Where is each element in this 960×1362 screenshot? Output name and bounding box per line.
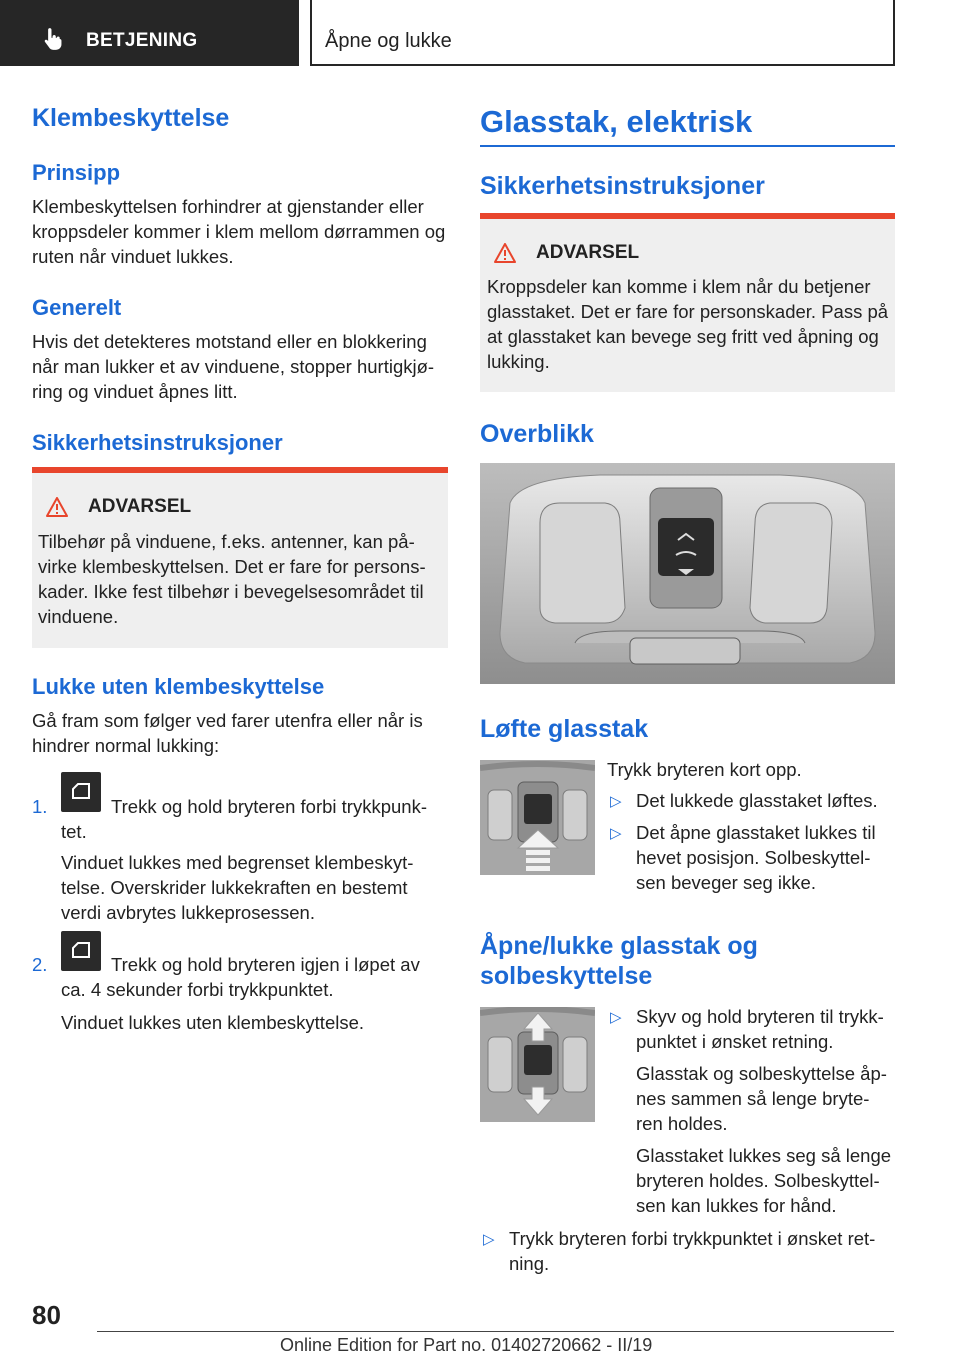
step-2-number: 2.	[32, 954, 48, 975]
section-title-right: Glasstak, elektrisk	[480, 104, 753, 139]
warning-label-left: ADVARSEL	[88, 496, 192, 517]
close-heading: Lukke uten klembeskyttelse	[32, 674, 325, 699]
general-heading: Generelt	[32, 295, 122, 320]
openclose-heading-line1: Åpne/lukke glasstak og	[480, 932, 758, 960]
principle-heading: Prinsipp	[32, 160, 121, 185]
warning-header-right	[494, 242, 639, 264]
edition-text: Online Edition for Part no. 01402720662 - II/19	[280, 1335, 653, 1355]
openclose-note-1: Glasstak og solbeskyttelse åp-nes sammen så lenge bryte-ren holdes.	[636, 1063, 887, 1134]
warning-triangle-icon	[46, 497, 68, 517]
warning-triangle-icon	[494, 243, 516, 263]
openclose-heading-line2: solbeskyttelse	[480, 962, 653, 990]
overview-photo	[480, 463, 895, 684]
step-1-number: 1.	[32, 796, 48, 817]
page-title: Klembeskyttelse	[32, 104, 230, 132]
step-2-note: Vinduet lukkes uten klembeskyttelse.	[61, 1012, 365, 1033]
section-tab	[0, 0, 299, 66]
general-text: Hvis det detekteres motstand eller en blokkering når man lukker et av vinduene, stopper hurtigkjø-ring og vinduet åpnes litt.	[32, 331, 435, 402]
warning-header-left	[46, 496, 191, 518]
section-label: BETJENING	[86, 30, 198, 51]
close-intro: Gå fram som følger ved farer utenfra eller når is hindrer normal lukking:	[32, 710, 423, 756]
lift-heading: Løfte glasstak	[480, 715, 649, 743]
step-1-note: Vinduet lukkes med begrenset klembeskyt-telse. Overskrider lukkekraften en bestemt verdi avbrytes lukkeprosessen.	[61, 852, 414, 923]
chapter-title: Åpne og lukke	[325, 30, 452, 52]
bullet-icon: ▷	[610, 793, 622, 810]
lift-intro: Trykk bryteren kort opp.	[607, 759, 802, 780]
lift-item-1: Det lukkede glasstaket løftes.	[636, 790, 878, 811]
hand-pointer-icon	[40, 26, 66, 52]
step-2-text-inner: Trekk og hold bryteren igjen i løpet av ca. 4 sekunder forbi trykkpunktet.	[61, 954, 420, 1000]
lift-item-2: Det åpne glasstaket lukkes til hevet posisjon. Solbeskyttel-sen beveger seg ikke.	[636, 822, 876, 893]
warning-label-right: ADVARSEL	[536, 242, 640, 263]
safety-heading-left: Sikkerhetsinstruksjoner	[32, 430, 283, 455]
safety-heading-right: Sikkerhetsinstruksjoner	[480, 172, 765, 200]
openclose-item: Skyv og hold bryteren til trykk-punktet i ønsket retning.	[636, 1006, 884, 1052]
warning-text-right: Kroppsdeler kan komme i klem når du betjener glasstaket. Det er fare for personskader. Pass på at glasstaket kan bevege seg fritt ved åpning og lukking.	[487, 276, 889, 372]
bullet-icon: ▷	[610, 825, 622, 842]
step-1-text-inner: Trekk og hold bryteren forbi trykkpunk-tet.	[61, 796, 427, 842]
page-number: 80	[32, 1300, 61, 1330]
footer-rule	[97, 1331, 894, 1332]
bullet-icon: ▷	[483, 1231, 495, 1248]
lift-switch-photo	[480, 760, 595, 875]
step-2-text	[61, 952, 446, 1002]
warning-text-left: Tilbehør på vinduene, f.eks. antenner, kan på-virke klembeskyttelsen. Det er fare for persons-kader. Ikke fest tilbehør i bevegelsesområdet til vinduene.	[38, 531, 426, 627]
step-1-text	[61, 794, 446, 844]
title-rule	[480, 145, 895, 147]
overview-heading: Overblikk	[480, 420, 594, 448]
principle-text: Klembeskyttelsen forhindrer at gjenstander eller kroppsdeler kommer i klem mellom dørrammen og ruten når vinduet lukkes.	[32, 196, 446, 267]
openclose-note-2: Glasstaket lukkes seg så lenge bryteren holdes. Solbeskyttel-sen kan lukkes for hånd.	[636, 1145, 892, 1216]
final-item: Trykk bryteren forbi trykkpunktet i ønsket ret-ning.	[509, 1228, 876, 1274]
openclose-switch-photo	[480, 1007, 595, 1122]
bullet-icon: ▷	[610, 1009, 622, 1026]
